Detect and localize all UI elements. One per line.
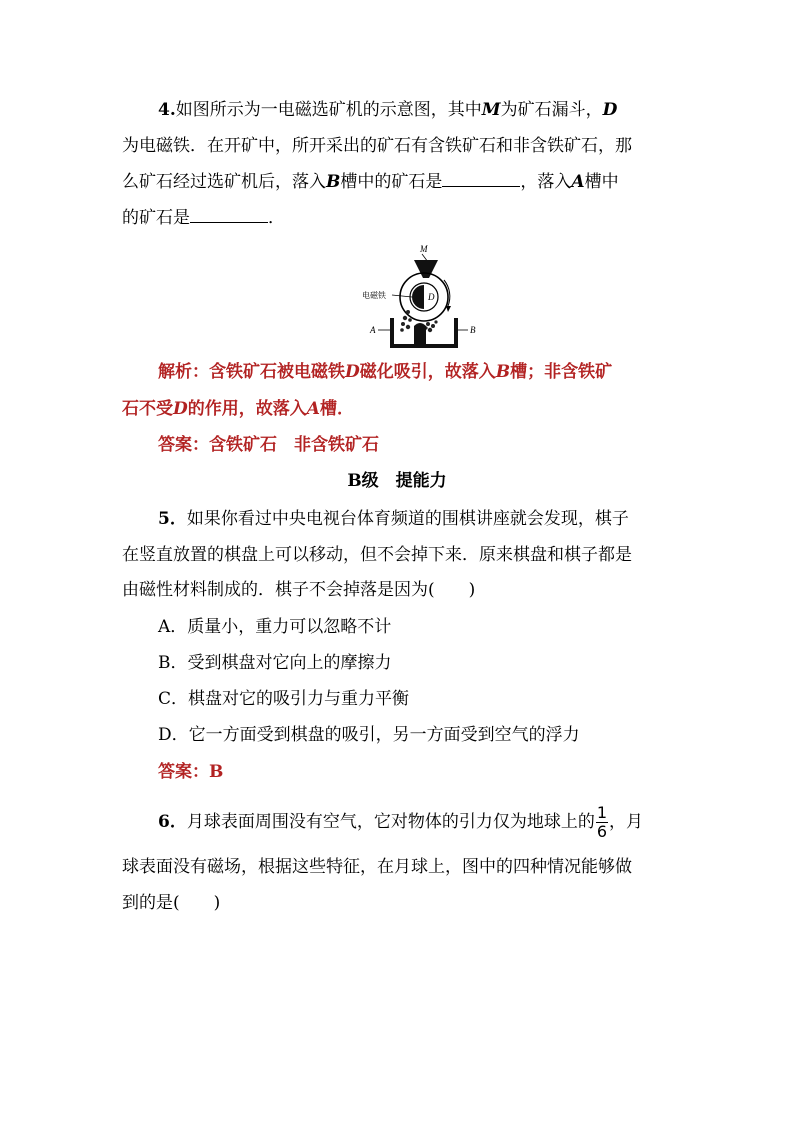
label-a: A [370, 325, 376, 335]
divider [414, 323, 426, 344]
arrow-head [446, 306, 451, 312]
q4-line-2: 为电磁铁．在开矿中，所开采出的矿石有含铁矿石和非含铁矿石，那 [122, 136, 632, 156]
analysis-text: ： [192, 362, 209, 382]
q4-text: ，落入 [520, 172, 572, 192]
q4-number: 4. [158, 100, 176, 120]
q4-text: 槽中的矿石是 [340, 172, 443, 192]
q4-text: 槽中 [584, 172, 619, 192]
q5-option-d: D．它一方面受到棋盘的吸引，另一方面受到空气的浮力 [158, 725, 580, 745]
answer-blank-1 [442, 172, 520, 187]
q6-text: 月球表面周围没有空气，它对物体的引力仅为地球上的 [186, 812, 595, 832]
analysis-text: 的作用，故落入 [187, 399, 307, 419]
answer-text: 含铁矿石 非含铁矿石 [209, 435, 379, 455]
q4-text: 如图所示为一电磁选矿机的示意图，其中 [175, 100, 482, 120]
analysis-line-2 [122, 399, 354, 419]
var-b: B [326, 172, 341, 192]
var-d: D [173, 399, 188, 419]
answer-value: B [209, 762, 224, 782]
var-d: D [602, 100, 618, 120]
q4-text: ． [268, 208, 285, 228]
q4-text: 为矿石漏斗， [500, 100, 603, 120]
q4-answer [158, 435, 379, 455]
leader-magnet [392, 295, 412, 297]
q6-number: 6． [158, 812, 187, 832]
q4-text: 么矿石经过选矿机后，落入 [122, 172, 326, 192]
analysis-text: 槽． [319, 399, 354, 419]
label-d: D [428, 292, 435, 302]
q4-line-3 [122, 172, 619, 192]
var-b: B [495, 362, 511, 382]
q4-line-1 [158, 100, 617, 120]
label-b: B [470, 325, 476, 335]
var-d: D [345, 362, 360, 382]
answer-blank-2 [190, 208, 268, 223]
label-electromagnet: 电磁铁 [362, 291, 386, 300]
q4-line-4 [122, 208, 285, 228]
q6-line-1 [158, 802, 643, 842]
analysis-text: 槽；非含铁矿 [510, 362, 613, 382]
q5-line-1 [158, 509, 629, 529]
fraction-one-sixth [596, 804, 608, 841]
q4-text: 的矿石是 [122, 208, 190, 228]
q5-text: 如果你看过中央电视台体育频道的围棋讲座就会发现，棋子 [186, 509, 629, 529]
analysis-text: 石不受 [122, 399, 173, 419]
q6-line-2: 球表面没有磁场，根据这些特征，在月球上，图中的四种情况能够做 [122, 857, 632, 877]
analysis-text: 磁化吸引，故落入 [359, 362, 496, 382]
var-a: A [306, 399, 320, 419]
analysis-line-1 [158, 362, 612, 382]
answer-label: 答案： [158, 435, 209, 455]
q5-option-b: B．受到棋盘对它向上的摩擦力 [158, 653, 392, 673]
electromagnet [412, 285, 424, 309]
ore-separator-diagram [362, 240, 482, 350]
q5-option-c: C．棋盘对它的吸引力与重力平衡 [158, 689, 410, 709]
q5-answer [158, 762, 223, 782]
answer-label: 答案： [158, 762, 209, 782]
q5-number: 5． [158, 509, 187, 529]
q6-line-3: 到的是( ) [122, 893, 221, 913]
q5-option-a: A．质量小，重力可以忽略不计 [158, 617, 392, 637]
analysis-text: 含铁矿石被电磁铁 [209, 362, 345, 382]
fraction-denominator: 6 [596, 822, 608, 841]
analysis-label: 解析 [158, 362, 192, 382]
var-m: M [481, 100, 501, 120]
label-m: M [420, 244, 428, 254]
fraction-numerator: 1 [596, 803, 608, 822]
level-heading: B级 提能力 [347, 471, 447, 491]
q6-text: ，月 [609, 812, 644, 832]
q5-line-3: 由磁性材料制成的．棋子不会掉落是因为( ) [122, 580, 476, 600]
var-a: A [571, 172, 585, 192]
q5-line-2: 在竖直放置的棋盘上可以移动，但不会掉下来．原来棋盘和棋子都是 [122, 545, 632, 565]
